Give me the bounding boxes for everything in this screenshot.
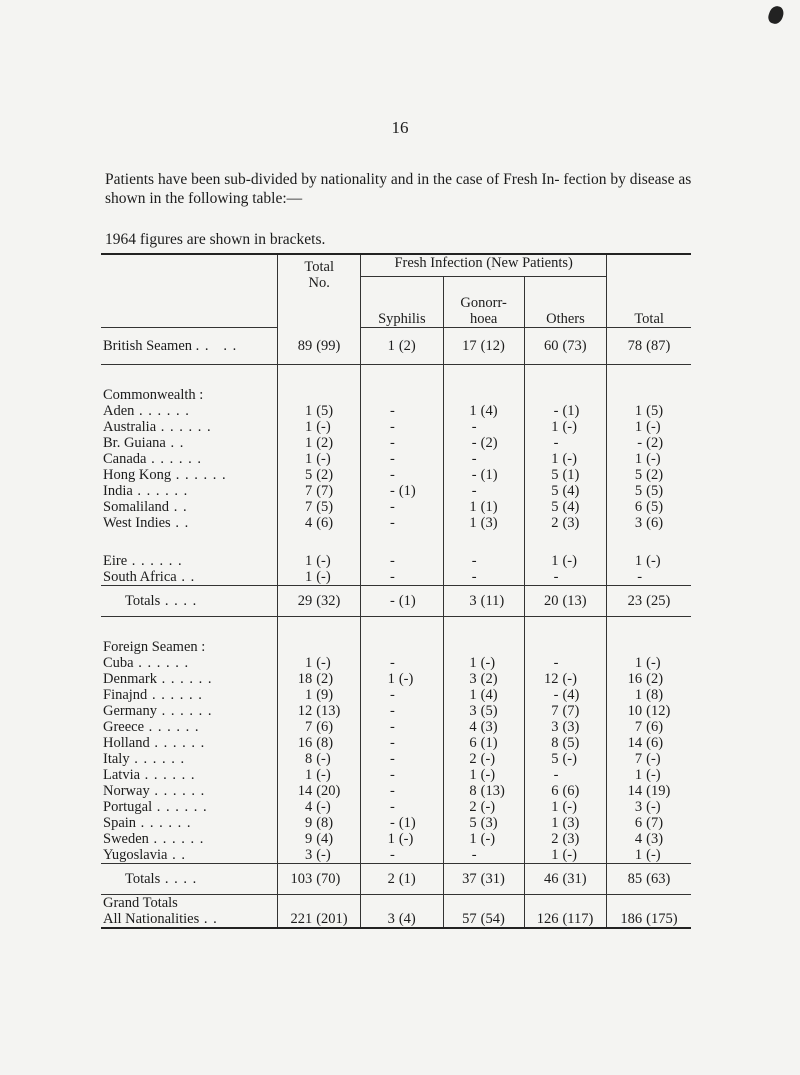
section-heading-foreign: Foreign Seamen : bbox=[101, 639, 691, 655]
table-row: Aden . . . . . . 1 (5) - 1 (4) - (1) 1 (5) bbox=[101, 403, 691, 419]
header-others: Others bbox=[524, 277, 607, 328]
foreign-totals-row: Totals . . . . 103 (70) 2 (1) 37 (31) 46 (31) 85 (63) bbox=[101, 864, 691, 895]
table-row: South Africa . . 1 (-) - - - - bbox=[101, 569, 691, 586]
table-row: Hong Kong . . . . . . 5 (2) - - (1) 5 (1) 5 (2) bbox=[101, 467, 691, 483]
table-row: Br. Guiana . . 1 (2) - - (2) - - (2) bbox=[101, 435, 691, 451]
table-row: Yugoslavia . . 3 (-) - - 1 (-) 1 (-) bbox=[101, 847, 691, 864]
nationality-disease-table bbox=[101, 253, 691, 929]
brackets-note: 1964 figures are shown in brackets. bbox=[105, 231, 326, 248]
corner-ink-mark bbox=[767, 4, 786, 25]
table-row: Latvia . . . . . . 1 (-) - 1 (-) - 1 (-) bbox=[101, 767, 691, 783]
table-row: Sweden . . . . . . 9 (4) 1 (-) 1 (-) 2 (3) 4 (3) bbox=[101, 831, 691, 847]
table-row: India . . . . . . 7 (7) - (1) - 5 (4) 5 (5) bbox=[101, 483, 691, 499]
table-row: West Indies . . 4 (6) - 1 (3) 2 (3) 3 (6) bbox=[101, 515, 691, 531]
header-total-no: Total No. bbox=[278, 254, 361, 328]
table-row: Somaliland . . 7 (5) - 1 (1) 5 (4) 6 (5) bbox=[101, 499, 691, 515]
table-row: Canada . . . . . . 1 (-) - - 1 (-) 1 (-) bbox=[101, 451, 691, 467]
table-row: Greece . . . . . . 7 (6) - 4 (3) 3 (3) 7 (6) bbox=[101, 719, 691, 735]
table-row: Finajnd . . . . . . 1 (9) - 1 (4) - (4) 1 (8) bbox=[101, 687, 691, 703]
table-row: Germany . . . . . . 12 (13) - 3 (5) 7 (7) 10 (12) bbox=[101, 703, 691, 719]
table-row: Spain . . . . . . 9 (8) - (1) 5 (3) 1 (3) 6 (7) bbox=[101, 815, 691, 831]
header-syphilis: Syphilis bbox=[361, 277, 444, 328]
table-row: Australia . . . . . . 1 (-) - - 1 (-) 1 (-) bbox=[101, 419, 691, 435]
grand-totals-row bbox=[101, 895, 691, 912]
header-gonorrhoea: Gonorr- hoea bbox=[443, 277, 524, 328]
intro-paragraph: Patients have been sub-divided by nationality and in the case of Fresh In- fection by disease as shown in the following table:— bbox=[105, 171, 692, 207]
table-row: Holland . . . . . . 16 (8) - 6 (1) 8 (5) 14 (6) bbox=[101, 735, 691, 751]
table-row: Denmark . . . . . . 18 (2) 1 (-) 3 (2) 12 (-) 16 (2) bbox=[101, 671, 691, 687]
table-row-british: British Seamen . . . . 89 (99) 1 (2) 17 (12) 60 (73) 78 (87) bbox=[101, 328, 691, 365]
table-row: Portugal . . . . . . 4 (-) - 2 (-) 1 (-) 3 (-) bbox=[101, 799, 691, 815]
table-row: Norway . . . . . . 14 (20) - 8 (13) 6 (6) 14 (19) bbox=[101, 783, 691, 799]
section-heading-commonwealth: Commonwealth : bbox=[101, 387, 691, 403]
commonwealth-totals-row: Totals . . . . 29 (32) - (1) 3 (11) 20 (13) 23 (25) bbox=[101, 586, 691, 617]
table-row: Italy . . . . . . 8 (-) - 2 (-) 5 (-) 7 (-) bbox=[101, 751, 691, 767]
grand-totals-values: All Nationalities . . 221 (201) 3 (4) 57 (54) 126 (117) 186 (175) bbox=[101, 911, 691, 928]
table-row: Eire . . . . . . 1 (-) - - 1 (-) 1 (-) bbox=[101, 553, 691, 569]
page-number: 16 bbox=[391, 118, 409, 137]
grand-totals-label: Grand Totals bbox=[103, 895, 178, 911]
header-fresh-infection: Fresh Infection (New Patients) bbox=[361, 254, 607, 277]
table-row: Cuba . . . . . . 1 (-) - 1 (-) - 1 (-) bbox=[101, 655, 691, 671]
header-total: Total bbox=[607, 277, 691, 328]
